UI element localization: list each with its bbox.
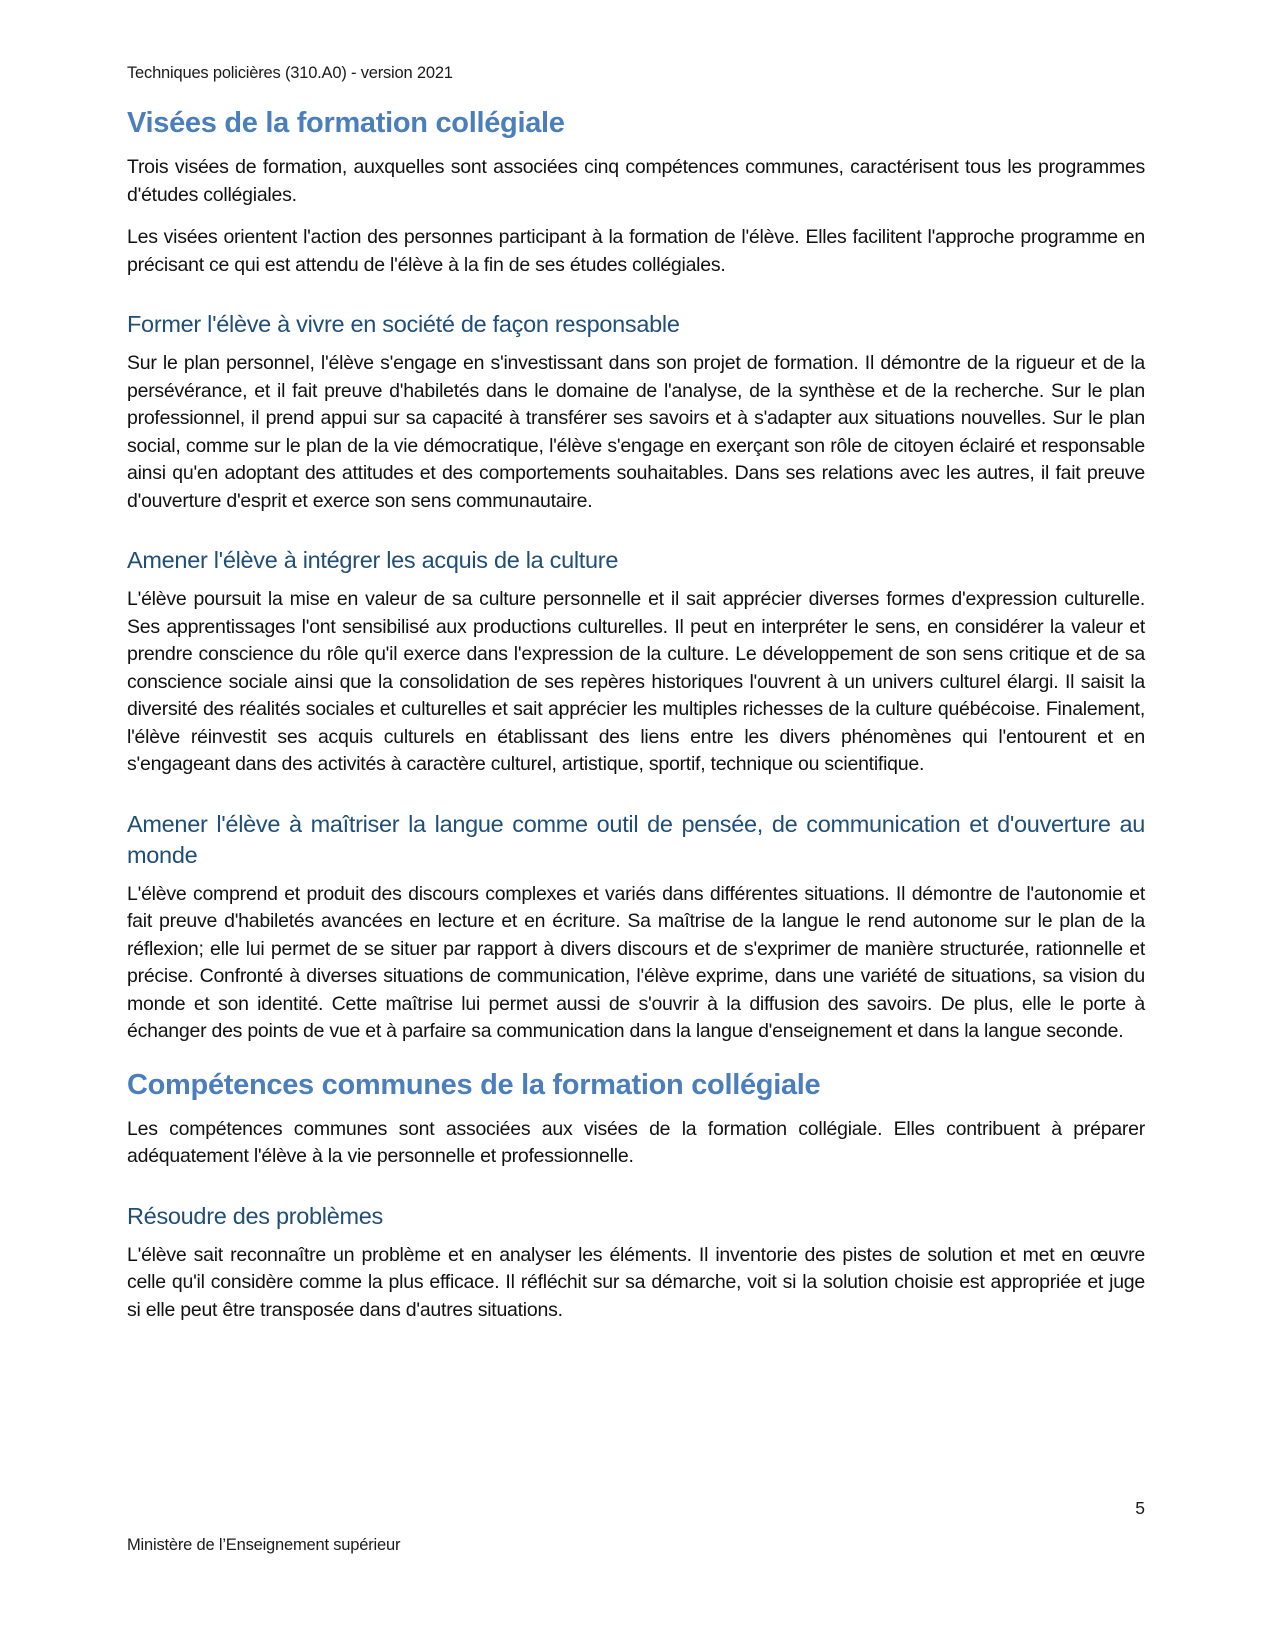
section-title-competences-communes: Compétences communes de la formation collégiale bbox=[127, 1068, 821, 1101]
paragraph-plan-personnel: Sur le plan personnel, l'élève s'engage en s'investissant dans son projet de formation. Il démontre de la rigueur et de la persévérance, et il fait preuve d'habiletés dans le domaine de l'analyse, de la synthèse et de la recherche. Sur le plan professionnel, il prend appui sur sa capacité à transférer ses savoirs et à s'adapter aux situations nouvelles. Sur le plan social, comme sur le plan de la vie démocratique, l'élève s'engage en exerçant son rôle de citoyen éclairé et responsable ainsi qu'en adoptant des attitudes et des comportements souhaitables. Dans ses relations avec les autres, il fait preuve d'ouverture d'esprit et exerce son sens communautaire. bbox=[127, 352, 1145, 512]
subsection-title-maitriser-langue: Amener l'élève à maîtriser la langue comme outil de pensée, de communication et d'ouverture au monde bbox=[127, 810, 1145, 868]
section-title-visees-formation: Visées de la formation collégiale bbox=[127, 107, 565, 139]
paragraph-discours-complexes: L'élève comprend et produit des discours complexes et variés dans différentes situations. Il démontre de l'autonomie et fait preuve d'habiletés avancées en lecture et en écriture. Sa maîtrise de la langue le rend autonome sur le plan de la réflexion; elle lui permet de se situer par rapport à divers discours et de s'exprimer de manière structurée, rationnelle et précise. Confronté à diverses situations de communication, l'élève exprime, dans une variété de situations, sa vision du monde et son identité. Cette maîtrise lui permet aussi de s'ouvrir à la diffusion des savoirs. De plus, elle le porte à échanger des points de vue et à parfaire sa communication dans la langue d'enseignement et dans la langue seconde. bbox=[127, 882, 1145, 1042]
subsection-title-former-eleve: Former l'élève à vivre en société de façon responsable bbox=[127, 311, 680, 337]
paragraph-visees-orientent: Les visées orientent l'action des personnes participant à la formation de l'élève. Elles facilitent l'approche programme en précisant ce qui est attendu de l'élève à la fin de ses études collégiales. bbox=[127, 226, 1145, 276]
page-number: 5 bbox=[1135, 1498, 1145, 1518]
subsection-title-integrer-culture: Amener l'élève à intégrer les acquis de la culture bbox=[127, 547, 619, 573]
document-header: Techniques policières (310.A0) - version 2021 bbox=[127, 64, 453, 82]
paragraph-competences-associees: Les compétences communes sont associées aux visées de la formation collégiale. Elles contribuent à préparer adéquatement l'élève à la vie personnelle et professionnelle. bbox=[127, 1117, 1145, 1167]
paragraph-culture-personnelle: L'élève poursuit la mise en valeur de sa culture personnelle et il sait apprécier diverses formes d'expression culturelle. Ses apprentissages l'ont sensibilisé aux productions culturelles. Il peut en interpréter le sens, en considérer la valeur et prendre conscience du rôle qu'il exerce dans l'expression de la culture. Le développement de son sens critique et de sa conscience sociale ainsi que la consolidation de ses repères historiques l'ouvrent à un univers culturel élargi. Il saisit la diversité des réalités sociales et culturelles et sait apprécier les multiples richesses de la culture québécoise. Finalement, l'élève réinvestit ses acquis culturels en établissant des liens entre les divers phénomènes qui l'entourent et en s'engageant dans des activités à caractère culturel, artistique, sportif, technique ou scientifique. bbox=[127, 588, 1145, 775]
document-footer: Ministère de l’Enseignement supérieur bbox=[127, 1536, 401, 1554]
subsection-title-resoudre-problemes: Résoudre des problèmes bbox=[127, 1202, 383, 1229]
paragraph-trois-visees: Trois visées de formation, auxquelles sont associées cinq compétences communes, caractérisent tous les programmes d'études collégiales. bbox=[127, 156, 1145, 206]
page-content bbox=[127, 62, 1145, 1338]
paragraph-reconnaitre-probleme: L'élève sait reconnaître un problème et en analyser les éléments. Il inventorie des pistes de solution et met en œuvre celle qu'il considère comme la plus efficace. Il réfléchit sur sa démarche, voit si la solution choisie est appropriée et juge si elle peut être transposée dans d'autres situations. bbox=[127, 1243, 1145, 1321]
